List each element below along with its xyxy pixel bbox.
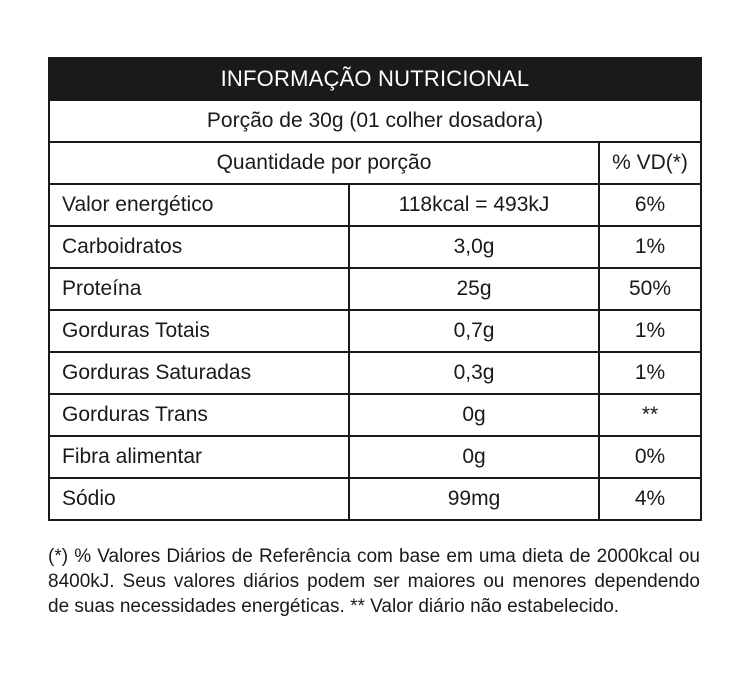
nutrient-amount: 3,0g: [349, 226, 599, 268]
table-row: [49, 394, 701, 436]
nutrient-name: Carboidratos: [49, 226, 349, 268]
column-header-row: [49, 142, 701, 184]
nutrient-vd: 6%: [599, 184, 701, 226]
nutrient-amount: 0,7g: [349, 310, 599, 352]
table-row: [49, 478, 701, 520]
nutrient-name: Sódio: [49, 478, 349, 520]
nutrient-vd: 4%: [599, 478, 701, 520]
table-title: INFORMAÇÃO NUTRICIONAL: [49, 58, 701, 100]
nutrient-name: Gorduras Totais: [49, 310, 349, 352]
table-row: [49, 268, 701, 310]
nutrient-vd: 50%: [599, 268, 701, 310]
nutrient-amount: 0g: [349, 394, 599, 436]
table-row: [49, 184, 701, 226]
nutrient-amount: 99mg: [349, 478, 599, 520]
nutrient-vd: 0%: [599, 436, 701, 478]
nutrient-name: Gorduras Trans: [49, 394, 349, 436]
nutrient-vd: 1%: [599, 352, 701, 394]
nutrient-name: Fibra alimentar: [49, 436, 349, 478]
nutrient-vd: 1%: [599, 226, 701, 268]
nutrient-name: Proteína: [49, 268, 349, 310]
portion-row: [49, 100, 701, 142]
nutrition-facts-table: [48, 57, 702, 521]
portion-size: Porção de 30g (01 colher dosadora): [49, 100, 701, 142]
table-row: [49, 436, 701, 478]
title-row: [49, 58, 701, 100]
nutrient-name: Gorduras Saturadas: [49, 352, 349, 394]
nutrient-amount: 0,3g: [349, 352, 599, 394]
quantity-header: Quantidade por porção: [49, 142, 599, 184]
nutrient-vd: **: [599, 394, 701, 436]
nutrient-name: Valor energético: [49, 184, 349, 226]
footnote: (*) % Valores Diários de Referência com base em uma dieta de 2000kcal ou 8400kJ. Seus valores diários podem ser maiores ou menores dependendo de suas necessidades energéticas. ** Valor diário não estabelecido.: [48, 546, 700, 617]
nutrient-amount: 0g: [349, 436, 599, 478]
vd-header: % VD(*): [599, 142, 701, 184]
table-row: [49, 352, 701, 394]
table-row: [49, 226, 701, 268]
table-row: [49, 310, 701, 352]
nutrient-amount: 25g: [349, 268, 599, 310]
nutrient-amount: 118kcal = 493kJ: [349, 184, 599, 226]
nutrient-vd: 1%: [599, 310, 701, 352]
